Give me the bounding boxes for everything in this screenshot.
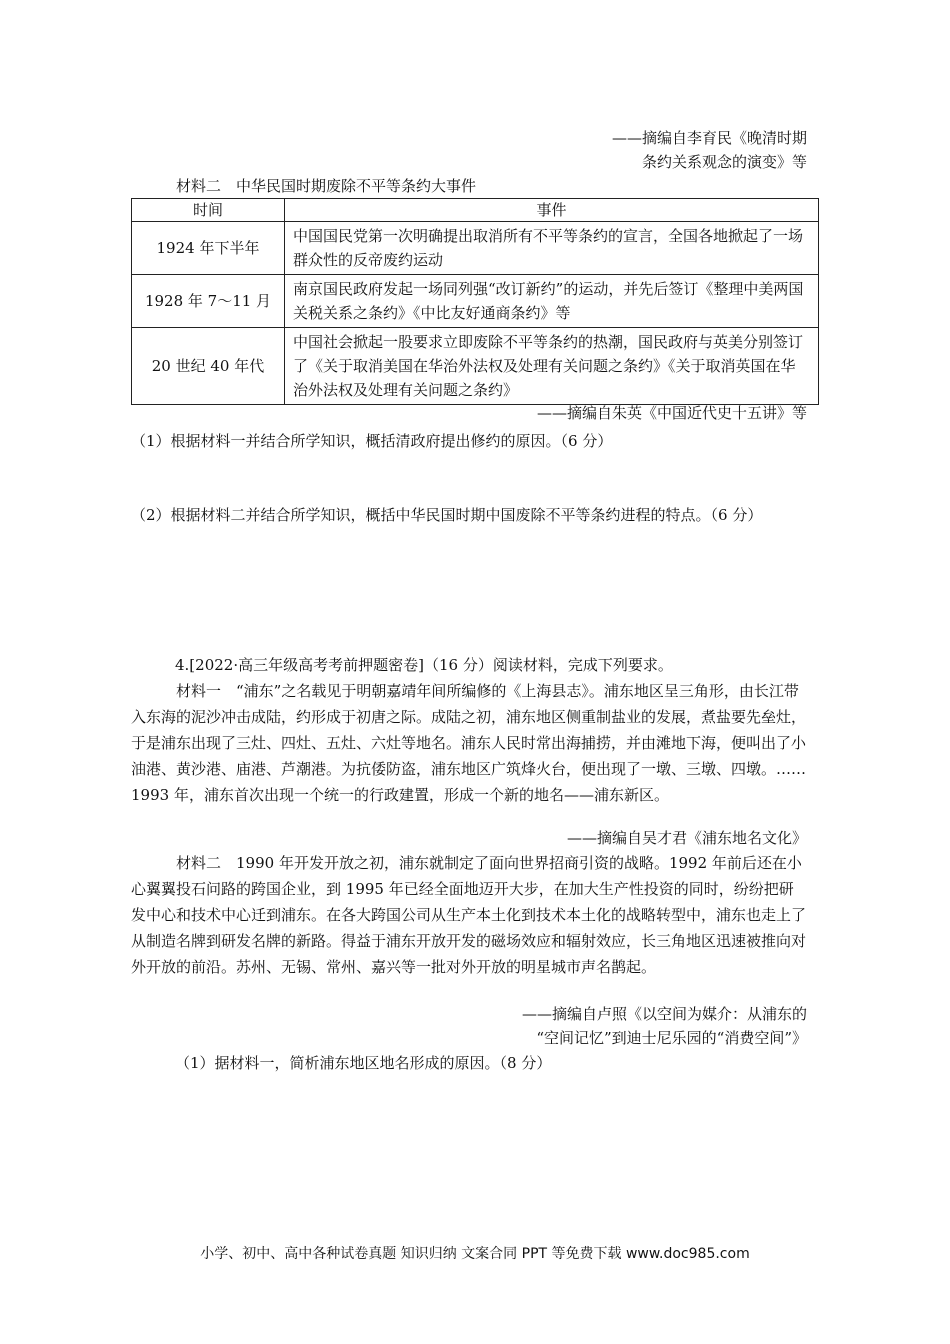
table-header-row bbox=[132, 199, 819, 222]
table-cell-event: 中国国民党第一次明确提出取消所有不平等条约的宣言，全国各地掀起了一场群众性的反帝废约运动 bbox=[285, 222, 819, 275]
material2-title: 材料二 中华民国时期废除不平等条约大事件 bbox=[176, 177, 477, 195]
source-citation-1-line2: 条约关系观念的演变》等 bbox=[641, 153, 807, 171]
source-citation-1 bbox=[612, 126, 807, 174]
table-cell-time: 1928 年 7～11 月 bbox=[132, 275, 285, 328]
question-2: （2）根据材料二并结合所学知识，概括中华民国时期中国废除不平等条约进程的特点。（6 分） bbox=[131, 506, 763, 524]
source-citation-4-line2: “空间记忆”到迪士尼乐园的“消费空间”》 bbox=[536, 1029, 807, 1047]
table-cell-event: 中国社会掀起一股要求立即废除不平等条约的热潮，国民政府与英美分别签订了《关于取消美国在华治外法权及处理有关问题之条约》《关于取消英国在华治外法权及处理有关问题之条约》 bbox=[285, 328, 819, 405]
source-citation-3: ——摘编自吴才君《浦东地名文化》 bbox=[566, 829, 807, 847]
question-4-1: （1）据材料一，简析浦东地区地名形成的原因。（8 分） bbox=[175, 1054, 552, 1072]
source-citation-1-line1: ——摘编自李育民《晚清时期 bbox=[611, 129, 807, 147]
table-cell-time: 1924 年下半年 bbox=[132, 222, 285, 275]
table-row bbox=[132, 328, 819, 405]
table-cell-event: 南京国民政府发起一场同列强“改订新约”的运动，并先后签订《整理中美两国关税关系之条约》《中比友好通商条约》等 bbox=[285, 275, 819, 328]
question-1: （1）根据材料一并结合所学知识，概括清政府提出修约的原因。（6 分） bbox=[131, 432, 613, 450]
page-footer: 小学、初中、高中各种试卷真题 知识归纳 文案合同 PPT 等免费下载 www.doc985.com bbox=[200, 1246, 750, 1262]
table-row bbox=[132, 222, 819, 275]
treaty-events-table bbox=[131, 198, 819, 405]
question-4-header: 4.[2022·高三年级高考考前押题密卷]（16 分）阅读材料，完成下列要求。 bbox=[175, 656, 673, 674]
source-citation-4-line1: ——摘编自卢照《以空间为媒介：从浦东的 bbox=[521, 1005, 807, 1023]
source-citation-2: ——摘编自朱英《中国近代史十五讲》等 bbox=[536, 404, 807, 422]
table-cell-time: 20 世纪 40 年代 bbox=[132, 328, 285, 405]
table-header-event: 事件 bbox=[285, 199, 819, 222]
table-header-time: 时间 bbox=[132, 199, 285, 222]
material-1-paragraph: 材料一 “浦东”之名载见于明朝嘉靖年间所编修的《上海县志》。浦东地区呈三角形，由长江带入东海的泥沙冲击成陆，约形成于初唐之际。成陆之初，浦东地区侧重制盐业的发展，煮盐要先垒灶，于是浦东出现了三灶、四灶、五灶、六灶等地名。浦东人民时常出海捕捞，并由滩地下海，便叫出了小油港、黄沙港、庙港、芦潮港。为抗倭防盗，浦东地区广筑烽火台，便出现了一墩、三墩、四墩。……1993 年，浦东首次出现一个统一的行政建置，形成一个新的地名——浦东新区。 bbox=[131, 682, 807, 804]
source-citation-4 bbox=[522, 1002, 807, 1050]
material-2-paragraph: 材料二 1990 年开发开放之初，浦东就制定了面向世界招商引资的战略。1992 年前后还在小心翼翼投石问路的跨国企业，到 1995 年已经全面地迈开大步，在加大生产性投资的同时，纷纷把研发中心和技术中心迁到浦东。在各大跨国公司从生产本土化到技术本土化的战略转型中，浦东也走上了从制造名牌到研发名牌的新路。得益于浦东开放开发的磁场效应和辐射效应，长三角地区迅速被推向对外开放的前沿。苏州、无锡、常州、嘉兴等一批对外开放的明星城市声名鹊起。 bbox=[131, 854, 807, 976]
table-row bbox=[132, 275, 819, 328]
